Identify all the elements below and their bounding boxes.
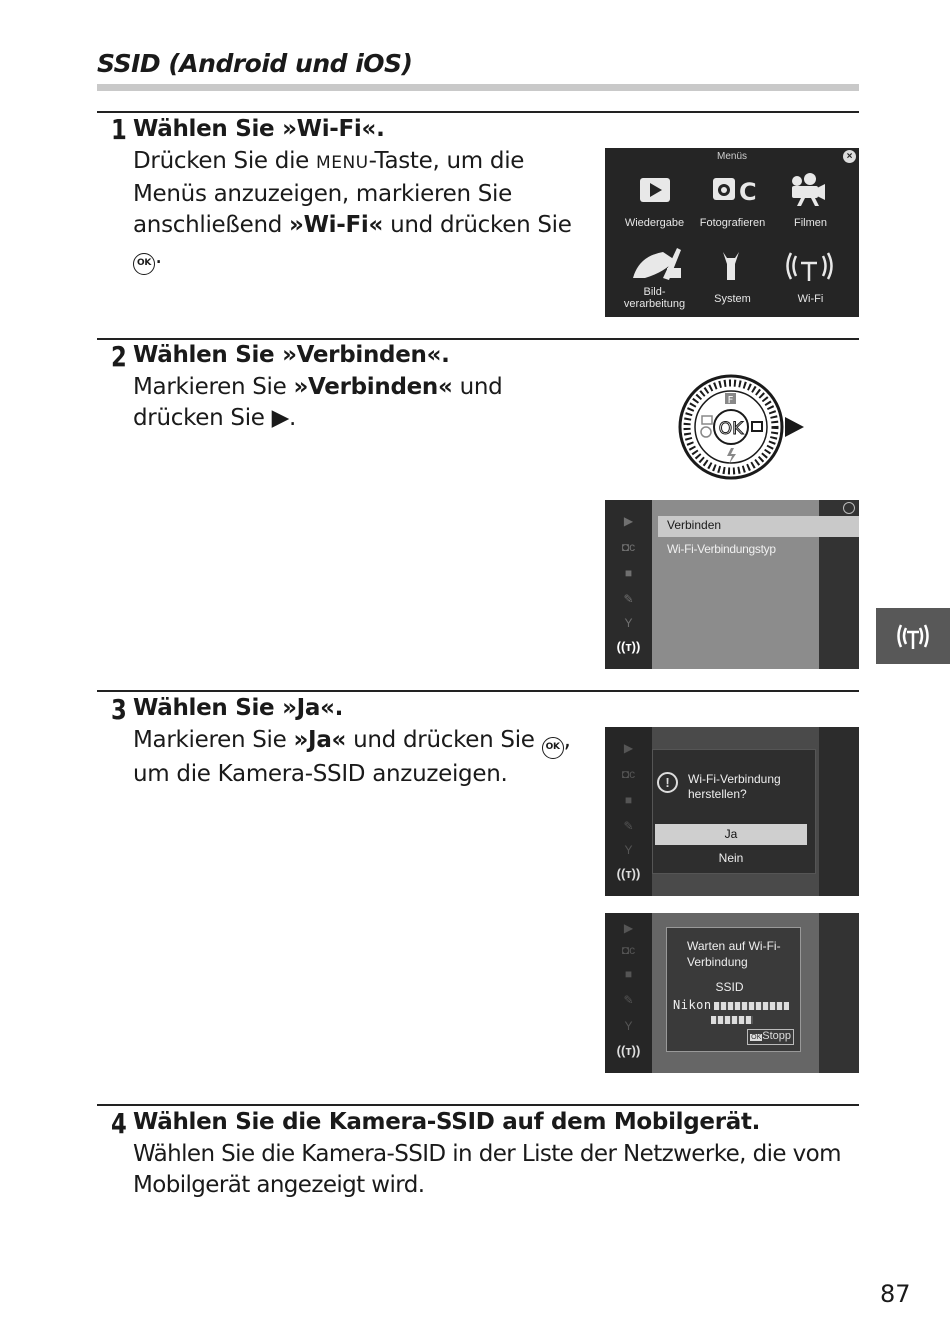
- right-arrow-icon: [785, 417, 804, 437]
- step-divider: [97, 1104, 859, 1106]
- ok-button-icon: OK: [542, 737, 564, 759]
- wifi-icon: ((ᴛ)): [616, 639, 641, 654]
- step-heading: Wählen Sie »Verbinden«.: [133, 342, 450, 368]
- step-body: Wählen Sie die Kamera-SSID in der Liste der Netzwerke, die vom Mobilgerät angezeigt wird.: [133, 1141, 841, 1198]
- retouch-icon: ✎: [623, 592, 634, 606]
- svg-text:OK: OK: [718, 419, 744, 439]
- step-body: Drücken Sie die MENU-Taste, um die Menüs anzuzeigen, markieren Sie anschließend »Wi-Fi« und drücken Sie OK .: [133, 146, 583, 275]
- wifi-menu-screen: ▶ ◘c ■ ✎ Y ((ᴛ)) Verbinden Wi-Fi-Verbindungstyp: [605, 500, 859, 669]
- step-number: 1: [111, 113, 126, 146]
- step-number: 3: [111, 693, 126, 726]
- no-option: Nein: [718, 851, 744, 865]
- multi-selector-dial: [676, 374, 806, 484]
- menu-key-label: MENU: [316, 153, 369, 173]
- retouch-icon: [633, 248, 681, 280]
- section-title: SSID (Android und iOS): [97, 49, 413, 78]
- camera-menu-screen: Menüs × C Wiedergabe Fotografieren Filmen Bild- verarbeitung System Wi-Fi: [605, 148, 859, 317]
- wifi-icon: [788, 253, 832, 281]
- dialog-box: ! Wi-Fi-Verbindung herstellen? Ja Nein: [652, 749, 816, 874]
- title-bar: [97, 84, 859, 91]
- chapter-tab-wifi-icon: [876, 608, 950, 664]
- step-body: Markieren Sie »Ja« und drücken Sie OK , um die Kamera-SSID anzuzeigen.: [133, 727, 571, 787]
- yes-option: Ja: [655, 824, 807, 845]
- step-divider: [97, 690, 859, 692]
- step-number: 2: [111, 340, 126, 373]
- step-heading: Wählen Sie »Wi-Fi«.: [133, 116, 385, 142]
- step-body: Markieren Sie »Verbinden« und drücken Sie ▶.: [133, 374, 503, 431]
- playback-icon: ▶: [623, 514, 634, 528]
- wrench-icon: [723, 252, 739, 280]
- step-number: 4: [111, 1107, 126, 1140]
- warning-icon: !: [657, 772, 678, 793]
- stop-button-label: OKStopp: [747, 1029, 794, 1045]
- page-number: 87: [880, 1280, 911, 1308]
- camera-icon: ◘c: [621, 540, 636, 554]
- step-divider: [97, 111, 859, 113]
- movie-icon: [792, 173, 825, 206]
- step-heading: Wählen Sie die Kamera-SSID auf dem Mobilgerät.: [133, 1109, 761, 1135]
- svg-text:C: C: [739, 178, 757, 206]
- ok-button-icon: OK: [133, 253, 155, 275]
- close-icon: ×: [843, 150, 856, 163]
- movie-icon: ■: [624, 566, 633, 580]
- dialog-box: Warten auf Wi-Fi- Verbindung SSID Nikon OKStopp: [666, 927, 801, 1052]
- step-divider: [97, 338, 859, 340]
- svg-text:F: F: [727, 395, 734, 406]
- step-heading: Wählen Sie »Ja«.: [133, 695, 344, 721]
- wrench-icon: Y: [624, 616, 633, 630]
- confirm-dialog-screen: ▶ ◘c ■ ✎ Y ((ᴛ)) ! Wi-Fi-Verbindung herstellen? Ja Nein: [605, 727, 859, 896]
- back-icon: [843, 502, 855, 514]
- menu-sidebar: [605, 500, 652, 669]
- waiting-connection-screen: ▶ ◘c ■ ✎ Y ((ᴛ)) Warten auf Wi-Fi- Verbindung SSID Nikon OKStopp: [605, 913, 859, 1073]
